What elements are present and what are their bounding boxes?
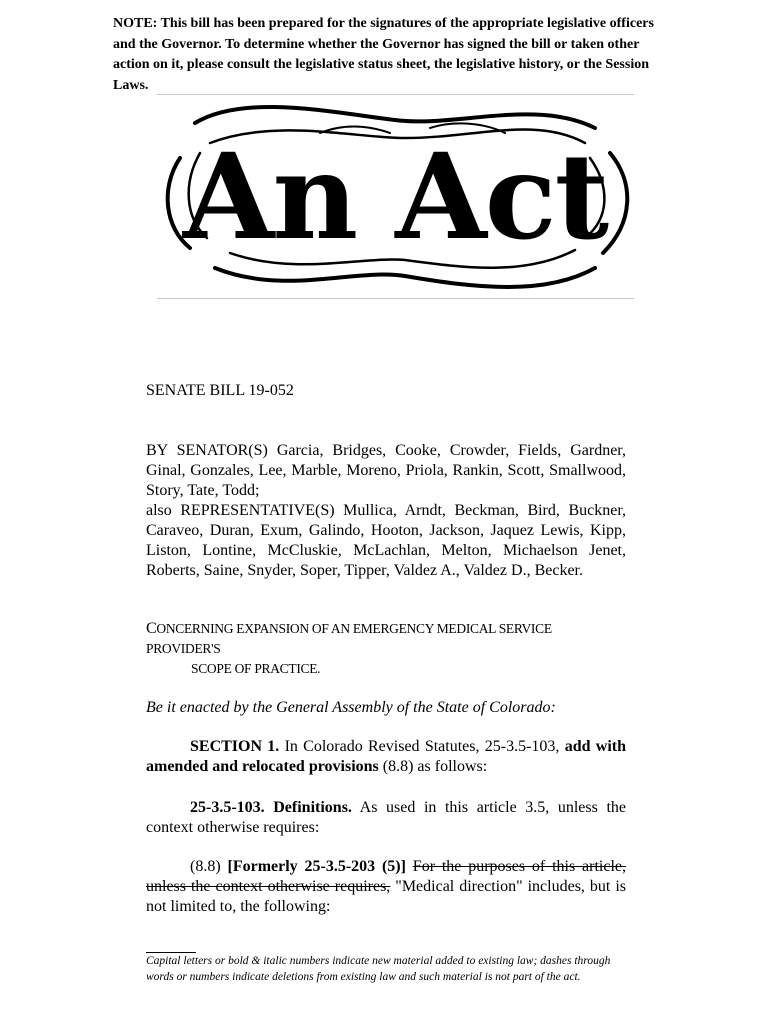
- formerly-reference: [Formerly 25-3.5-203 (5)]: [227, 858, 406, 875]
- subsection-8-8: [146, 857, 626, 917]
- definitions-text: As used in this article 3.5, unless the context otherwise requires:: [146, 799, 627, 836]
- bill-number: SENATE BILL 19-052: [146, 382, 294, 399]
- deleted-text: For the purposes of this article, unless the context otherwise requires,: [146, 858, 626, 895]
- enacting-clause: Be it enacted by the General Assembly of the State of Colorado:: [146, 699, 556, 716]
- bill-title-line2: SCOPE OF PRACTICE.: [191, 661, 321, 676]
- footnote: Capital letters or bold & italic numbers indicate new material added to existing law; dashes through words or numbers indicate deletions from existing law and such material is not part of the act.: [146, 955, 611, 983]
- bill-title: [146, 619, 626, 679]
- header-rule-top: [157, 94, 634, 95]
- section-1-text: In Colorado Revised Statutes, 25-3.5-103,: [279, 738, 565, 755]
- bill-note: NOTE: This bill has been prepared for the signatures of the appropriate legislative officers and the Governor. To determine whether the Governor has signed the bill or taken other action on it, please consult the legislative status sheet, the legislative history, or the Session Laws.: [113, 16, 654, 93]
- sponsors: [146, 441, 626, 581]
- footnote-rule: [146, 952, 196, 953]
- section-1-text-end: (8.8) as follows:: [378, 758, 488, 775]
- section-1-label: SECTION 1.: [190, 738, 280, 755]
- bill-title-line1: ONCERNING EXPANSION OF AN EMERGENCY MEDICAL SERVICE PROVIDER'S: [146, 621, 552, 656]
- definitions-heading: 25-3.5-103. Definitions.: [190, 799, 352, 816]
- an-act-logo: [155, 98, 635, 296]
- bill-title-initial: C: [146, 620, 157, 637]
- representatives-list: also REPRESENTATIVE(S) Mullica, Arndt, Beckman, Bird, Buckner, Caraveo, Duran, Exum, Galindo, Hooton, Jackson, Jaquez Lewis, Kipp, Liston, Lontine, McCluskie, McLachlan, Melton, Michaelson Jenet, Roberts, Saine, Snyder, Soper, Tipper, Valdez A., Valdez D., Becker.: [146, 502, 626, 579]
- section-1: [146, 737, 626, 777]
- senators-list: BY SENATOR(S) Garcia, Bridges, Cooke, Crowder, Fields, Gardner, Ginal, Gonzales, Lee, Marble, Moreno, Priola, Rankin, Scott, Smallwood, Story, Tate, Todd;: [146, 442, 626, 499]
- subsection-number: (8.8): [190, 858, 228, 875]
- definitions-paragraph: [146, 798, 626, 838]
- section-1-amend: add with amended and relocated provisions: [146, 738, 626, 775]
- header-rule-bottom: [157, 298, 634, 299]
- an-act-title: An Act: [182, 127, 608, 266]
- subsection-text: "Medical direction" includes, but is not limited to, the following:: [146, 878, 627, 915]
